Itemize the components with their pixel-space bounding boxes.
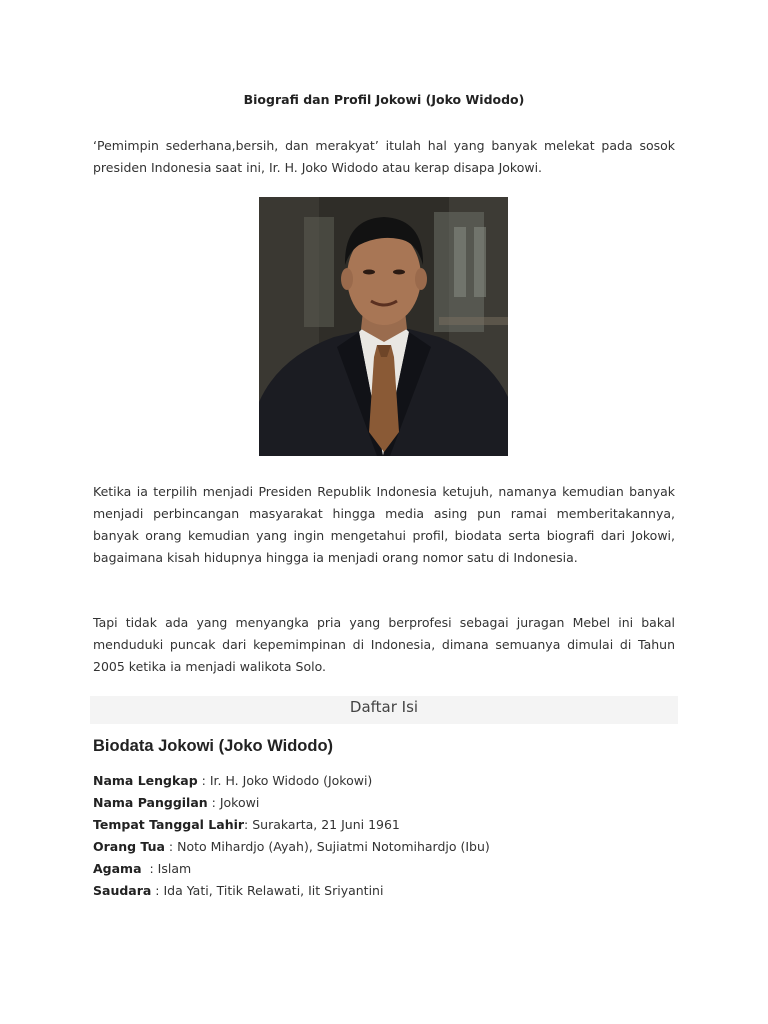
biodata-row — [93, 836, 675, 858]
biodata-separator: : — [244, 817, 253, 832]
biodata-value: Jokowi — [219, 795, 260, 810]
biodata-row — [93, 814, 675, 836]
biodata-separator: : — [197, 773, 210, 788]
body-paragraph-1: Ketika ia terpilih menjadi Presiden Republik Indonesia ketujuh, namanya kemudian banyak menjadi perbincangan masyarakat hingga media asing pun ramai memberitakannya, banyak orang kemudian yang ingin mengetahui profil, biodata serta biografi dari Jokowi, bagaimana kisah hidupnya hingga ia menjadi orang nomor satu di Indonesia. — [93, 484, 675, 565]
biodata-separator: : — [151, 883, 164, 898]
biodata-label: Nama Lengkap — [93, 773, 198, 788]
intro-paragraph: ‘Pemimpin sederhana,bersih, dan merakyat’ itulah hal yang banyak melekat pada sosok presiden Indonesia saat ini, Ir. H. Joko Widodo atau kerap disapa Jokowi. — [93, 138, 675, 175]
biodata-label: Nama Panggilan — [93, 795, 208, 810]
biodata-separator: : — [207, 795, 220, 810]
biodata-value: Islam — [157, 861, 192, 876]
toc-label[interactable]: Daftar Isi — [349, 698, 419, 716]
biodata-row — [93, 858, 675, 880]
body-paragraph-2: Tapi tidak ada yang menyangka pria yang berprofesi sebagai juragan Mebel ini bakal menduduki puncak dari kepemimpinan di Indonesia, dimana semuanya dimulai di Tahun 2005 ketika ia menjadi walikota Solo. — [93, 615, 675, 674]
portrait-photo — [259, 197, 508, 456]
biodata-row — [93, 792, 675, 814]
biodata-value: Noto Mihardjo (Ayah), Sujiatmi Notomihardjo (Ibu) — [177, 839, 490, 854]
biodata-list — [93, 770, 675, 902]
biodata-separator: : — [141, 861, 158, 876]
biodata-row — [93, 770, 675, 792]
biodata-row — [93, 880, 675, 902]
document-title: Biografi dan Profil Jokowi (Joko Widodo) — [243, 92, 525, 107]
biodata-value: Ir. H. Joko Widodo (Jokowi) — [209, 773, 373, 788]
biodata-separator: : — [164, 839, 178, 854]
biodata-value: Ida Yati, Titik Relawati, Iit Sriyantini — [163, 883, 384, 898]
table-of-contents[interactable] — [90, 696, 678, 724]
biodata-label: Tempat Tanggal Lahir — [93, 817, 245, 832]
biodata-heading: Biodata Jokowi (Joko Widodo) — [93, 737, 334, 755]
biodata-label: Orang Tua — [93, 839, 165, 854]
biodata-value: Surakarta, 21 Juni 1961 — [252, 817, 400, 832]
biodata-label: Agama — [93, 861, 142, 876]
biodata-label: Saudara — [93, 883, 152, 898]
